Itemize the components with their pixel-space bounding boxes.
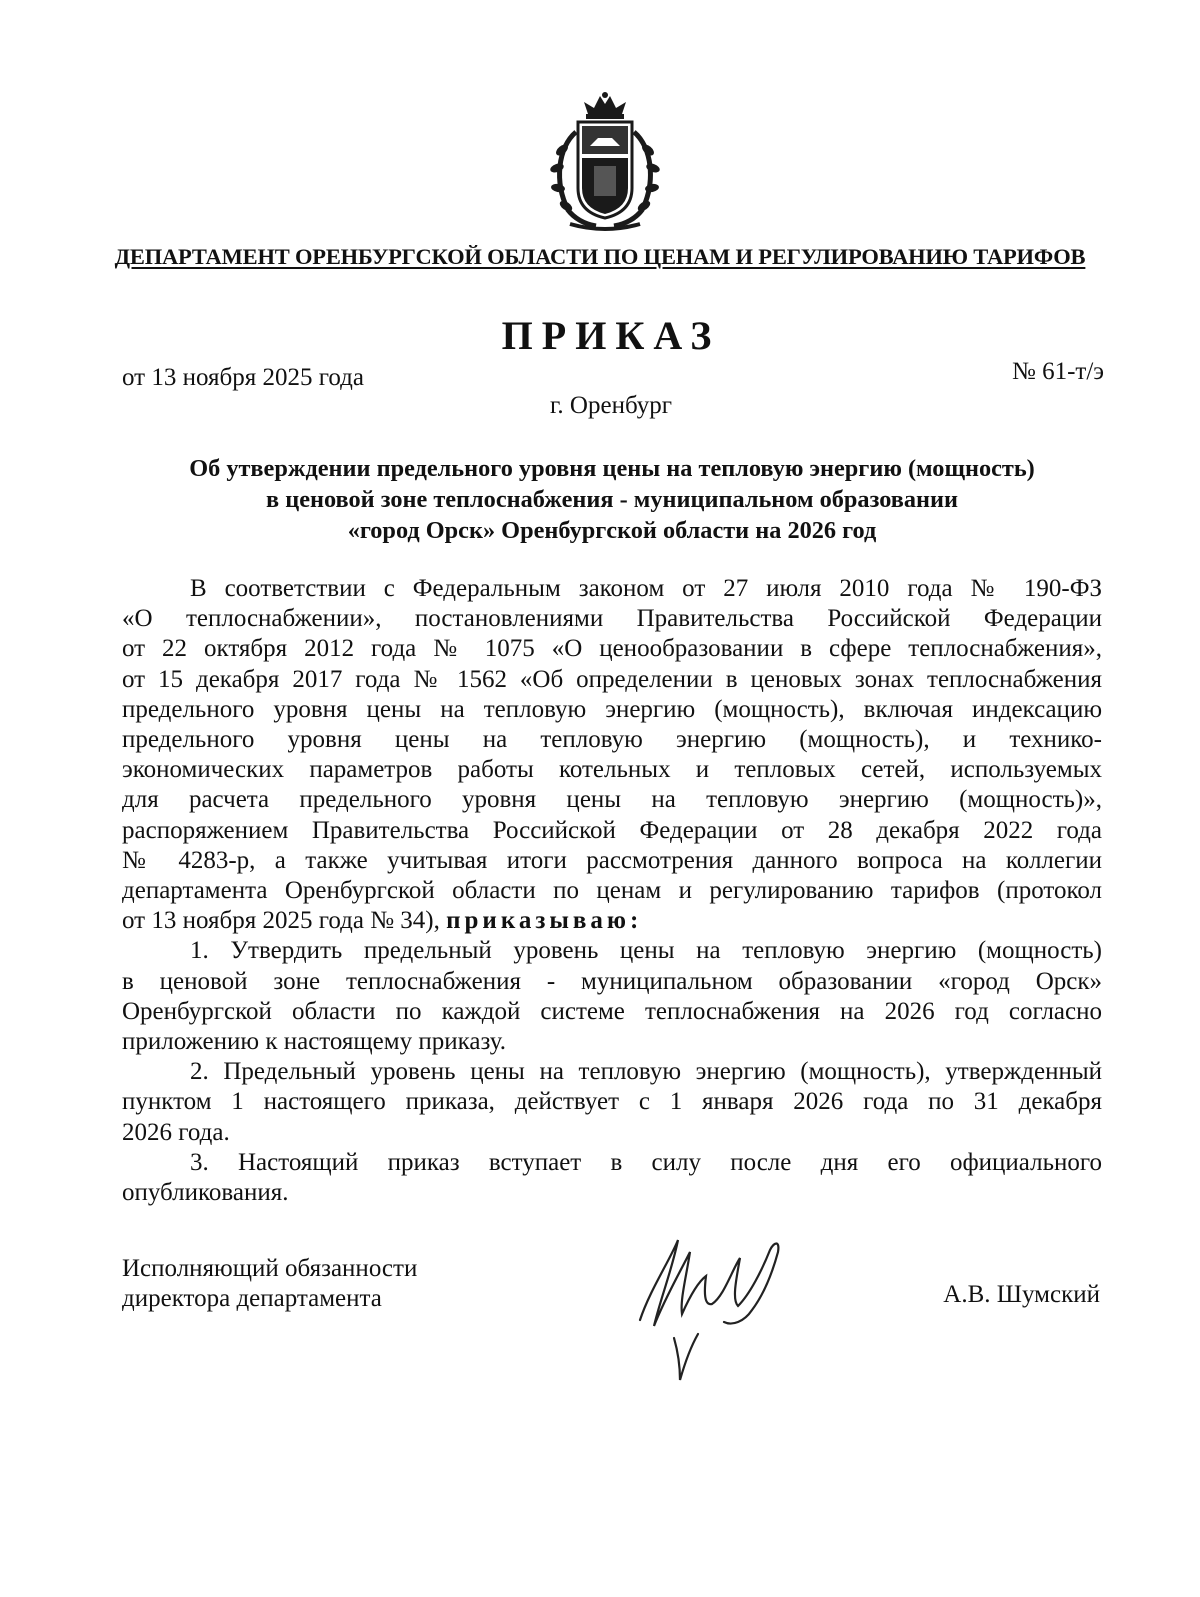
item-3-line: 3. Настоящий приказ вступает в силу после дня его официального bbox=[190, 1148, 1102, 1176]
preamble-last-line bbox=[122, 906, 1102, 936]
subject-line: Об утверждении предельного уровня цены на тепловую энергию (мощность) bbox=[189, 455, 1035, 482]
item-2-line: 2026 года. bbox=[122, 1118, 230, 1146]
order-city: г. Оренбург bbox=[550, 392, 672, 419]
item-1-line: Оренбургской области по каждой системе теплоснабжения на 2026 год согласно bbox=[122, 997, 1102, 1025]
signer-position-line: Исполняющий обязанности bbox=[122, 1255, 418, 1282]
item-3-line: опубликования. bbox=[122, 1179, 289, 1207]
preamble-line: В соответствии с Федеральным законом от 27 июля 2010 года № 190-ФЗ bbox=[190, 575, 1102, 602]
order-body bbox=[122, 574, 1102, 1208]
preamble-line: № 4283-р, а также учитывая итоги рассмотрения данного вопроса на коллегии bbox=[122, 846, 1102, 874]
order-subject bbox=[122, 453, 1102, 546]
order-date: от 13 ноября 2025 года bbox=[122, 364, 364, 391]
item-2-line: 2. Предельный уровень цены на тепловую энергию (мощность), утвержденный bbox=[190, 1058, 1102, 1086]
department-name: ДЕПАРТАМЕНТ ОРЕНБУРГСКОЙ ОБЛАСТИ ПО ЦЕНАМ И РЕГУЛИРОВАНИЮ ТАРИФОВ bbox=[114, 244, 1086, 269]
handwritten-signature bbox=[620, 1230, 820, 1390]
signer-position-line: директора департамента bbox=[122, 1285, 382, 1312]
preamble-line: предельного уровня цены на тепловую энергию (мощность), и технико- bbox=[122, 726, 1102, 754]
preamble-line: от 15 декабря 2017 года № 1562 «Об определении в ценовых зонах теплоснабжения bbox=[122, 665, 1102, 693]
order-number: № 61-т/э bbox=[1011, 358, 1104, 385]
order-word: приказываю: bbox=[446, 907, 643, 935]
item-1-line: приложению к настоящему приказу. bbox=[122, 1028, 507, 1056]
preamble-line-text: от 13 ноября 2025 года № 34), bbox=[122, 907, 440, 935]
subject-line: «город Орск» Оренбургской области на 2026 год bbox=[347, 517, 877, 544]
signer-position bbox=[122, 1254, 417, 1314]
preamble-line: предельного уровня цены на тепловую энергию (мощность), включая индексацию bbox=[122, 695, 1102, 723]
coat-of-arms-emblem bbox=[540, 92, 670, 232]
document-type-title: ПРИКАЗ bbox=[501, 313, 721, 358]
preamble-line: экономических параметров работы котельных и тепловых сетей, используемых bbox=[122, 756, 1102, 784]
preamble-line: для расчета предельного уровня цены на тепловую энергию (мощность)», bbox=[122, 786, 1102, 814]
signer-name: А.В. Шумский bbox=[943, 1281, 1100, 1308]
item-2-line: пунктом 1 настоящего приказа, действует с 1 января 2026 года по 31 декабря bbox=[122, 1088, 1102, 1116]
preamble-line: от 22 октября 2012 года № 1075 «О ценообразовании в сфере теплоснабжения», bbox=[122, 635, 1102, 663]
preamble-line: распоряжением Правительства Российской Федерации от 28 декабря 2022 года bbox=[122, 816, 1102, 844]
item-1-line: 1. Утвердить предельный уровень цены на тепловую энергию (мощность) bbox=[190, 937, 1102, 965]
item-1-line: в ценовой зоне теплоснабжения - муниципальном образовании «город Орск» bbox=[122, 967, 1102, 995]
preamble-line: департамента Оренбургской области по ценам и регулированию тарифов (протокол bbox=[122, 877, 1102, 905]
subject-line: в ценовой зоне теплоснабжения - муниципальном образовании bbox=[266, 486, 958, 513]
preamble-line: «О теплоснабжении», постановлениями Правительства Российской Федерации bbox=[122, 605, 1102, 633]
